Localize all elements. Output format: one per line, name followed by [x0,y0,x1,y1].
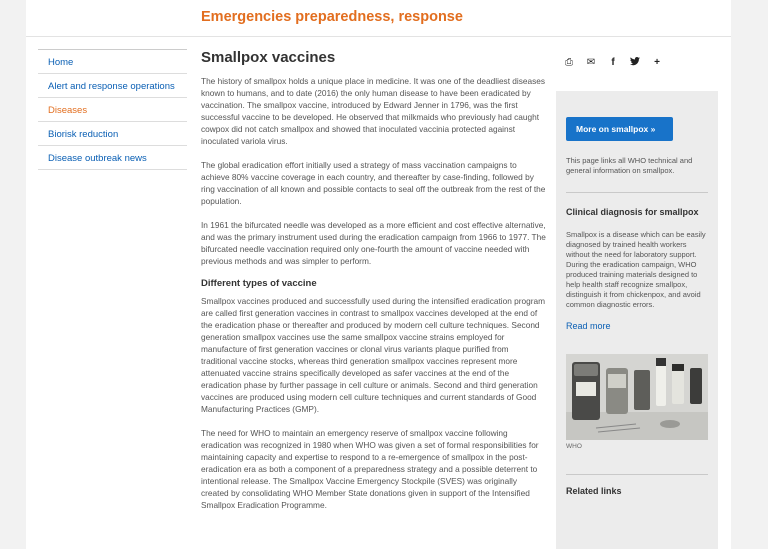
clinical-diagnosis-block [566,207,708,450]
page-title: Smallpox vaccines [201,49,336,66]
nav-item-diseases[interactable]: Diseases [38,98,187,122]
paragraph-eradication: The global eradication effort initially used a strategy of mass vaccination campaigns to achieve 80% vaccine coverage in each country, and thereafter by case-finding, followed by ring vaccination of all known and possible contacts to seal off the outbreak from the rest of the population. [201,160,546,206]
section-title: Emergencies preparedness, response [201,9,463,25]
related-links-title: Related links [566,486,622,496]
main-content [201,49,546,523]
clinical-diagnosis-title: Clinical diagnosis for smallpox [566,207,699,217]
plus-icon[interactable]: + [654,57,660,68]
photo-caption: WHO [566,443,582,450]
paragraph-bifurcated-needle: In 1961 the bifurcated needle was developed as a more efficient and cost effective alternative, and was the primary instrument used during the eradication campaign from 1966 to 1977. The bifurcated needle vaccination required only one-fourth the amount of vaccine needed with previous methods and was simpler to perform. [201,220,546,266]
left-navigation [38,49,187,170]
vaccine-kit-photo [566,354,708,440]
sidebar-divider [566,192,708,193]
header-divider [26,36,731,37]
vaccine-kit-image [566,354,708,440]
more-on-smallpox-button[interactable]: More on smallpox » [566,117,673,141]
paragraph-history: The history of smallpox holds a unique place in medicine. It was one of the deadliest diseases known to humans, and to date (2016) the only human disease to have been eradicated by vaccination. The smallpox vaccine, introduced by Edward Jenner in 1796, was the first successful vaccine to be developed. He observed that milkmaids who previously had caught cowpox did not catch smallpox and showed that inoculated vaccinia protected against inoculated variola virus. [201,76,546,146]
facebook-icon[interactable]: f [611,57,615,68]
email-icon[interactable]: ✉ [586,57,596,68]
more-description: This page links all WHO technical and general information on smallpox. [566,156,693,175]
paragraph-vaccine-generations: Smallpox vaccines produced and successfully used during the intensified eradication program are called first generation vaccines in contrast to smallpox vaccines developed at the end of the eradication phase or thereafter and produced by modern cell culture techniques. Second generation smallpox vaccines use the same smallpox vaccine strains employed for manufacture of first generation vaccines or clonal virus variants plaque purified from traditional vaccine stocks, whereas third generation smallpox vaccines represent more attenuated vaccine strains specifically developed as safer vaccines at the end of the eradication phase by further passage in cell culture or animals. Second and third generation vaccines are produced using modern cell culture techniques and current standards of Good Manufacturing Practices (GMP). [201,296,546,414]
nav-item-alert-response[interactable]: Alert and response operations [38,74,187,98]
sidebar-divider-2 [566,474,708,475]
twitter-icon[interactable] [630,57,640,70]
print-icon[interactable]: ⎙ [565,57,573,68]
clinical-diagnosis-text: Smallpox is a disease which can be easily diagnosed by trained health workers without the need for laboratory support. During the eradication campaign, WHO produced training materials designed to help health staff recognize smallpox, distinguish it from chickenpox, and avoid common diagnostic errors. [566,230,706,309]
read-more-link[interactable]: Read more [566,321,611,331]
share-toolbar [564,57,662,70]
nav-item-outbreak-news[interactable]: Disease outbreak news [38,146,187,170]
nav-item-biorisk[interactable]: Biorisk reduction [38,122,187,146]
more-on-smallpox-block [566,91,708,176]
subheading-vaccine-types: Different types of vaccine [201,278,317,289]
nav-item-home[interactable]: Home [38,50,187,74]
paragraph-stockpile: The need for WHO to maintain an emergency reserve of smallpox vaccine following eradication was recognized in 1980 when WHO was given a set of formal responsibilities for maintaining capacity and expertise to respond to a re-emergence of smallpox in the post-eradication era as both a component of a preparedness strategy and a possible deterrent to intentional release. The Smallpox Vaccine Emergency Stockpile (SVES) was originally created by consolidating WHO Member State donations given in support of the Intensified Smallpox Eradication Programme. [201,428,539,510]
page [26,0,731,549]
right-sidebar [556,91,718,549]
